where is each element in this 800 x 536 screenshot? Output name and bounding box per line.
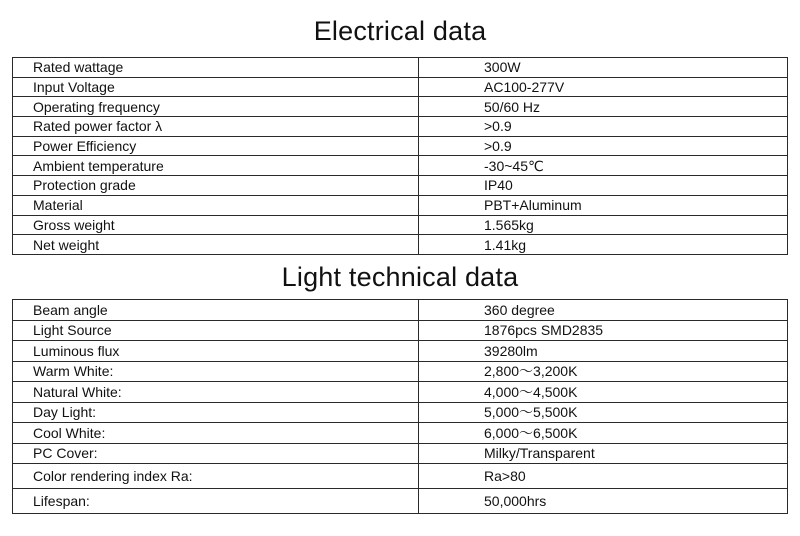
table-row <box>13 402 788 423</box>
row-value: Milky/Transparent <box>419 443 788 464</box>
row-label: Cool White: <box>13 423 419 444</box>
row-value: >0.9 <box>419 117 788 137</box>
row-label: Operating frequency <box>13 97 419 117</box>
row-label: Net weight <box>13 235 419 255</box>
row-value: 300W <box>419 58 788 78</box>
row-label: Color rendering index Ra: <box>13 464 419 489</box>
table-row <box>13 382 788 403</box>
row-label: Light Source <box>13 320 419 341</box>
row-label: Natural White: <box>13 382 419 403</box>
table-row <box>13 443 788 464</box>
table-row <box>13 489 788 514</box>
row-label: Power Efficiency <box>13 136 419 156</box>
row-value: 6,000～6,500K <box>419 423 788 444</box>
table-row <box>13 136 788 156</box>
table-row <box>13 300 788 321</box>
electrical-data-title: Electrical data <box>313 16 487 46</box>
row-value: >0.9 <box>419 136 788 156</box>
table-row <box>13 464 788 489</box>
table-row <box>13 58 788 78</box>
row-value: 1.41kg <box>419 235 788 255</box>
row-value: 1876pcs SMD2835 <box>419 320 788 341</box>
row-label: Rated power factor λ <box>13 117 419 137</box>
table-row <box>13 156 788 176</box>
row-label: Input Voltage <box>13 77 419 97</box>
table-row <box>13 97 788 117</box>
table-row <box>13 235 788 255</box>
light-technical-data-table <box>12 299 788 514</box>
row-value: PBT+Aluminum <box>419 195 788 215</box>
table-row <box>13 195 788 215</box>
table-row <box>13 77 788 97</box>
row-label: Beam angle <box>13 300 419 321</box>
light-technical-data-title: Light technical data <box>281 262 519 292</box>
table-row <box>13 215 788 235</box>
row-value: AC100-277V <box>419 77 788 97</box>
row-label: Rated wattage <box>13 58 419 78</box>
row-value: 39280lm <box>419 341 788 362</box>
row-label: Lifespan: <box>13 489 419 514</box>
row-label: Protection grade <box>13 176 419 196</box>
row-label: Ambient temperature <box>13 156 419 176</box>
table-row <box>13 361 788 382</box>
row-value: -30~45℃ <box>419 156 788 176</box>
row-value: 2,800～3,200K <box>419 361 788 382</box>
table-row <box>13 341 788 362</box>
table-row <box>13 176 788 196</box>
row-label: Luminous flux <box>13 341 419 362</box>
table-row <box>13 423 788 444</box>
row-value: IP40 <box>419 176 788 196</box>
row-value: 360 degree <box>419 300 788 321</box>
row-value: 4,000～4,500K <box>419 382 788 403</box>
row-value: Ra>80 <box>419 464 788 489</box>
table-row <box>13 320 788 341</box>
row-label: Day Light: <box>13 402 419 423</box>
table-row <box>13 117 788 137</box>
row-value: 50/60 Hz <box>419 97 788 117</box>
row-label: Material <box>13 195 419 215</box>
row-value: 5,000～5,500K <box>419 402 788 423</box>
row-label: Warm White: <box>13 361 419 382</box>
row-value: 50,000hrs <box>419 489 788 514</box>
row-value: 1.565kg <box>419 215 788 235</box>
row-label: PC Cover: <box>13 443 419 464</box>
electrical-data-table <box>12 57 788 255</box>
row-label: Gross weight <box>13 215 419 235</box>
